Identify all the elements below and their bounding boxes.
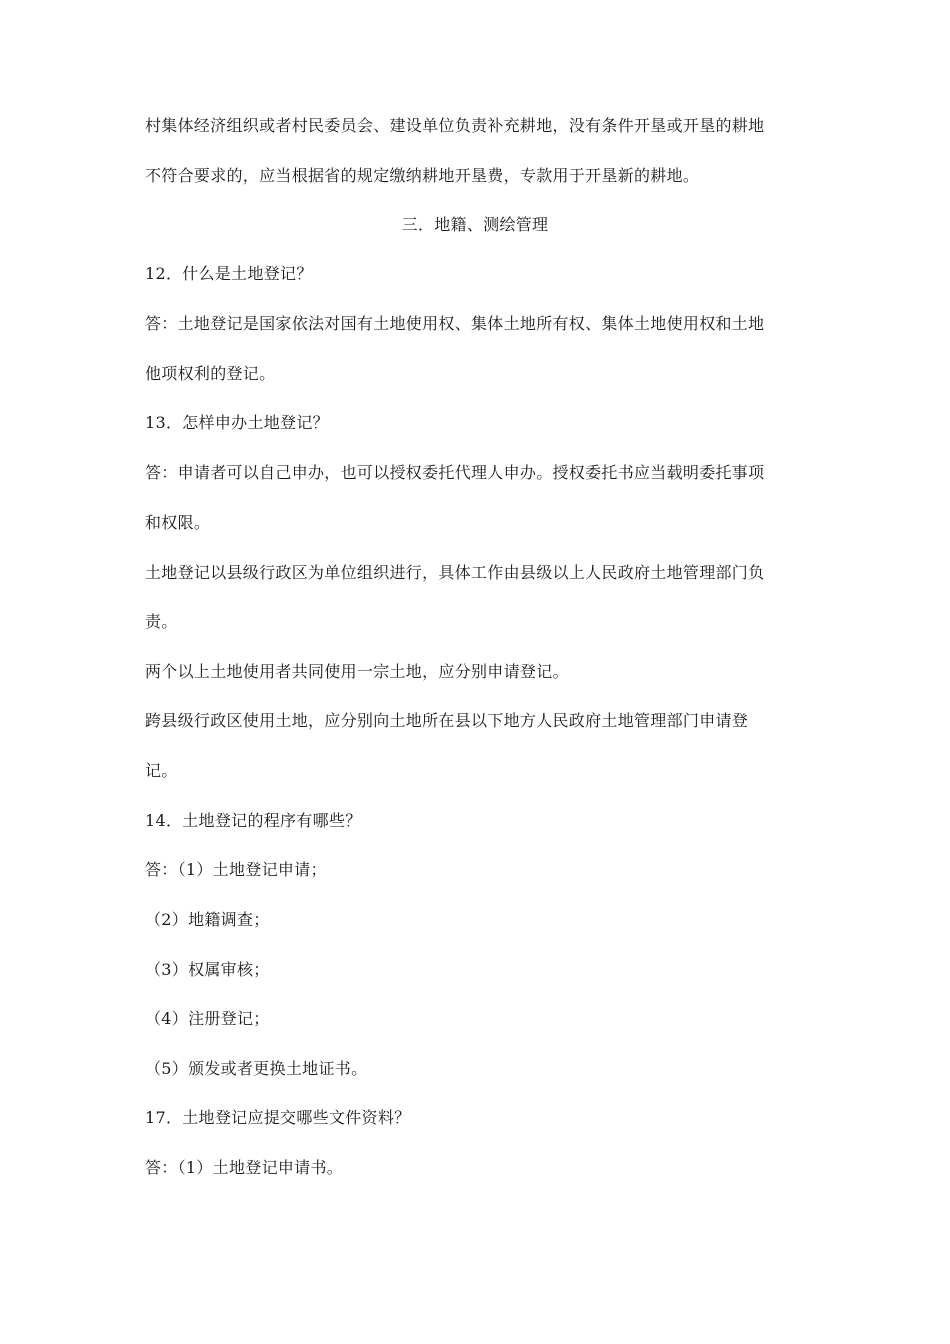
answer-line: 他项权利的登记。 [145, 364, 276, 383]
question-heading: 13．怎样申办土地登记？ [145, 413, 329, 432]
question-heading: 12．什么是土地登记？ [145, 264, 313, 283]
paragraph-line: 两个以上土地使用者共同使用一宗土地，应分别申请登记。 [145, 662, 569, 681]
list-item: （2）地籍调查； [145, 910, 270, 929]
question-heading: 14．土地登记的程序有哪些？ [145, 811, 362, 830]
paragraph-line: 土地登记以县级行政区为单位组织进行，具体工作由县级以上人民政府土地管理部门负 [145, 563, 765, 582]
answer-line: 答：申请者可以自己申办，也可以授权委托代理人申办。授权委托书应当载明委托事项 [145, 463, 765, 482]
answer-line: 答：土地登记是国家依法对国有土地使用权、集体土地所有权、集体土地使用权和土地 [145, 314, 765, 333]
answer-line: 答：（1）土地登记申请； [145, 860, 327, 879]
section-heading: 三．地籍、测绘管理 [401, 215, 549, 234]
list-item: （5）颁发或者更换土地证书。 [145, 1059, 368, 1078]
answer-line: 和权限。 [145, 513, 211, 532]
paragraph-line: 记。 [145, 761, 178, 780]
paragraph-line: 村集体经济组织或者村民委员会、建设单位负责补充耕地，没有条件开垦或开垦的耕地 [145, 116, 765, 135]
list-item: （3）权属审核； [145, 960, 270, 979]
answer-line: 答：（1）土地登记申请书。 [145, 1158, 344, 1177]
paragraph-line: 跨县级行政区使用土地，应分别向土地所在县以下地方人民政府土地管理部门申请登 [145, 711, 749, 730]
question-heading: 17．土地登记应提交哪些文件资料？ [145, 1108, 411, 1127]
list-item: （4）注册登记； [145, 1009, 270, 1028]
paragraph-line: 责。 [145, 612, 178, 631]
paragraph-line: 不符合要求的，应当根据省的规定缴纳耕地开垦费，专款用于开垦新的耕地。 [145, 166, 700, 185]
